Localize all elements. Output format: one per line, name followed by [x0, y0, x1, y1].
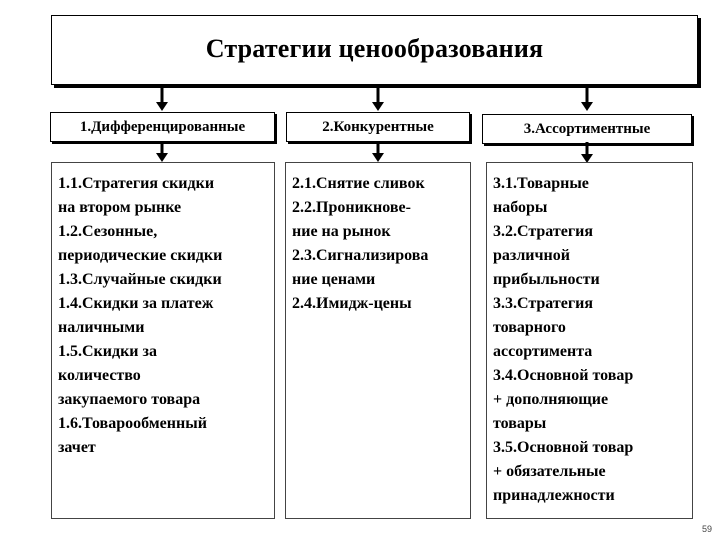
strategy-line: 2.2.Проникнове-	[292, 199, 411, 216]
strategy-line: 3.2.Стратегия	[493, 223, 593, 240]
strategy-line: прибыльности	[493, 271, 600, 288]
arrow-title-to-col1	[155, 88, 169, 112]
strategy-line: на втором рынке	[58, 199, 182, 216]
strategy-line: 3.4.Основной товар	[493, 367, 634, 384]
strategy-line: 2.1.Снятие сливок	[292, 175, 425, 192]
content-differentiated	[51, 162, 275, 519]
strategy-line: 1.6.Товарообменный	[58, 415, 207, 432]
header-differentiated: 1.Дифференцированные	[50, 112, 275, 142]
arrow-header-to-content-1	[155, 141, 169, 163]
strategy-line: наборы	[493, 199, 548, 216]
title-box	[51, 15, 698, 85]
header-competitive: 2.Конкурентные	[286, 112, 470, 142]
strategy-line: закупаемого товара	[58, 391, 201, 408]
diagram-title: Стратегии ценообразования	[205, 34, 544, 63]
strategy-line: 1.5.Скидки за	[58, 343, 157, 360]
strategy-line: наличными	[58, 319, 145, 336]
strategy-line: периодические скидки	[58, 247, 223, 264]
arrow-header-to-content-2	[371, 141, 385, 163]
strategy-line: ние на рынок	[292, 223, 391, 240]
strategy-line: принадлежности	[493, 487, 615, 504]
strategy-line: различной	[493, 247, 570, 264]
content-competitive	[285, 162, 471, 519]
strategy-line: 1.3.Случайные скидки	[58, 271, 222, 288]
page-number: 59	[701, 524, 712, 534]
strategy-line: + обязательные	[493, 463, 606, 480]
strategy-line: количество	[58, 367, 141, 384]
strategy-line: зачет	[58, 439, 96, 456]
strategy-line: 1.1.Стратегия скидки	[58, 175, 215, 192]
strategy-line: товарного	[493, 319, 566, 336]
arrow-title-to-col3	[580, 88, 594, 112]
arrow-header-to-content-3	[580, 142, 594, 164]
strategy-line: 1.4.Скидки за платеж	[58, 295, 214, 312]
strategy-line: ассортимента	[493, 343, 593, 360]
header-assortment: 3.Ассортиментные	[482, 114, 692, 144]
strategy-line: ние ценами	[292, 271, 376, 288]
strategy-line: товары	[493, 415, 547, 432]
strategy-line: 3.5.Основной товар	[493, 439, 634, 456]
strategy-line: 2.3.Сигнализирова	[292, 247, 429, 264]
content-assortment	[486, 162, 693, 519]
strategy-line: 1.2.Сезонные,	[58, 223, 158, 240]
strategy-line: 3.3.Стратегия	[493, 295, 593, 312]
strategy-line: + дополняющие	[493, 391, 609, 408]
strategy-line: 3.1.Товарные	[493, 175, 589, 192]
strategy-line: 2.4.Имидж-цены	[292, 295, 412, 312]
arrow-title-to-col2	[371, 88, 385, 112]
